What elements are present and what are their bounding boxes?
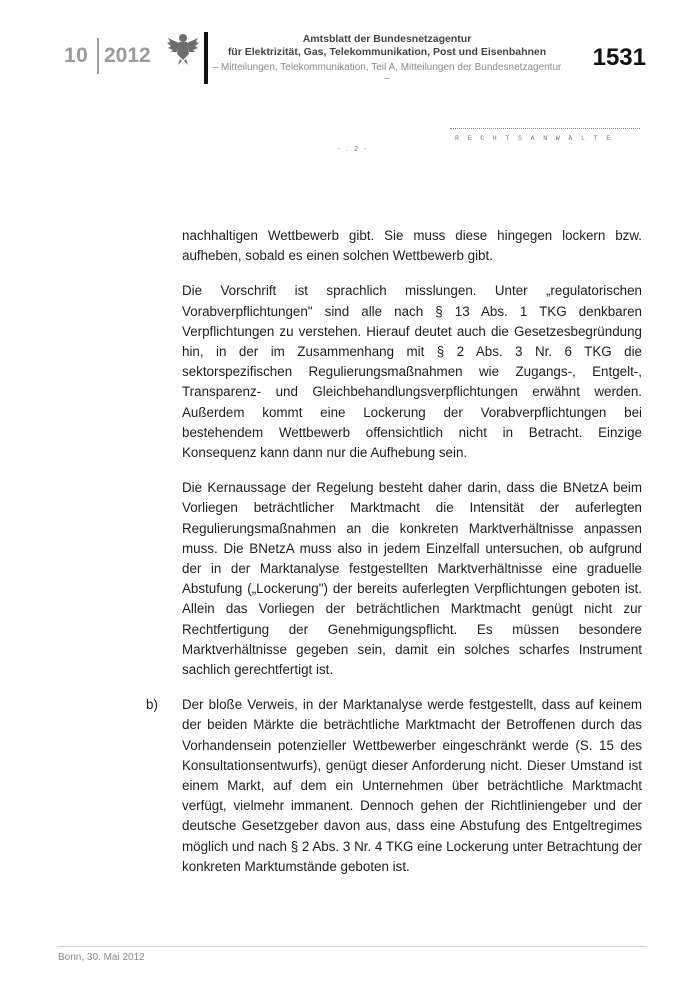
journal-subtitle: für Elektrizität, Gas, Telekommunikation, Post und Eisenbahnen: [227, 46, 547, 58]
issue-divider: [97, 38, 99, 74]
letterhead-stamp: R E C H T S A N W Ä L T E: [455, 135, 613, 142]
federal-eagle-icon: [166, 30, 200, 66]
document-body: [146, 226, 642, 892]
footer-date: Bonn, 30. Mai 2012: [58, 952, 145, 963]
stamp-rule: [450, 128, 640, 130]
list-item-label: b): [146, 697, 158, 713]
page-number: 1531: [592, 44, 646, 71]
page-header: [0, 0, 700, 90]
list-item-text: Der bloße Verweis, in der Marktanalyse werde festgestellt, dass auf keinem der beiden Märkte die beträchtliche Marktmacht der Betroffenen durch das Vorhandensein potenzieller Wettbewerber eingeschränkt werde (S. 15 des Konsultationsentwurfs), genügt dieser Anforderung nicht. Dieser Umstand ist einem Markt, auf dem ein Unternehmen über beträchtliche Marktmacht verfügt, vielmehr immanent. Dennoch gehen der Richtliniengeber und der deutsche Gesetzgeber davon aus, dass eine Abstufung des Entgeltregimes möglich und nach § 2 Abs. 3 Nr. 4 TKG eine Lockerung unter Betrachtung der konkreten Marktumstände geboten ist.: [182, 697, 642, 874]
issue-year: 2012: [104, 44, 151, 67]
paragraph: nachhaltigen Wettbewerb gibt. Sie muss diese hingegen lockern bzw. aufheben, sobald es einen solchen Wettbewerb gibt.: [182, 228, 642, 264]
journal-title: Amtsblatt der Bundesnetzagentur: [302, 33, 472, 45]
footer-rule: [58, 946, 646, 947]
list-item-b: [146, 695, 642, 877]
section-subtitle: – Mitteilungen, Telekommunikation, Teil A, Mitteilungen der Bundesnetzagentur –: [212, 62, 562, 84]
paragraph: Die Vorschrift ist sprachlich misslungen. Unter „regulatorischen Vorabverpflichtungen" sind alle nach § 13 Abs. 1 TKG denkbaren Verpflichtungen zu verstehen. Hierauf deutet auch die Gesetzesbegründung hin, in der im Zusammenhang mit § 2 Abs. 3 Nr. 6 TKG die sektorspezifischen Regulierungsmaßnahmen wie Zugangs-, Entgelt-, Transparenz- und Gleichbehandlungsverpflichtungen erwähnt werden. Außerdem kommt eine Lockerung der Vorabverpflichtungen bei bestehendem Wettbewerb offensichtlich nicht in Betracht. Einzige Konsequenz kann dann nur die Aufhebung sein.: [182, 283, 642, 461]
header-divider: [204, 32, 208, 84]
issue-number: 10: [64, 44, 89, 67]
paragraph: Die Kernaussage der Regelung besteht daher darin, dass die BNetzA beim Vorliegen beträchtlicher Marktmacht die Intensität der auferlegten Regulierungsmaßnahmen an die konkreten Marktverhältnisse anpassen muss. Die BNetzA muss also in jedem Einzelfall untersuchen, ob aufgrund der in der Marktanalyse festgestellten Marktverhältnisse eine graduelle Abstufung („Lockerung") der bereits auferlegten Verpflichtungen geboten ist. Allein das Vorliegen der beträchtlichen Marktmacht genügt nicht zur Rechtfertigung der Genehmigungspflicht. Es müssen besondere Marktverhältnisse gegeben sein, damit ein solches scharfes Instrument sachlich gerechtfertigt ist.: [182, 480, 642, 678]
page-mark: - . 2 -: [338, 146, 369, 153]
